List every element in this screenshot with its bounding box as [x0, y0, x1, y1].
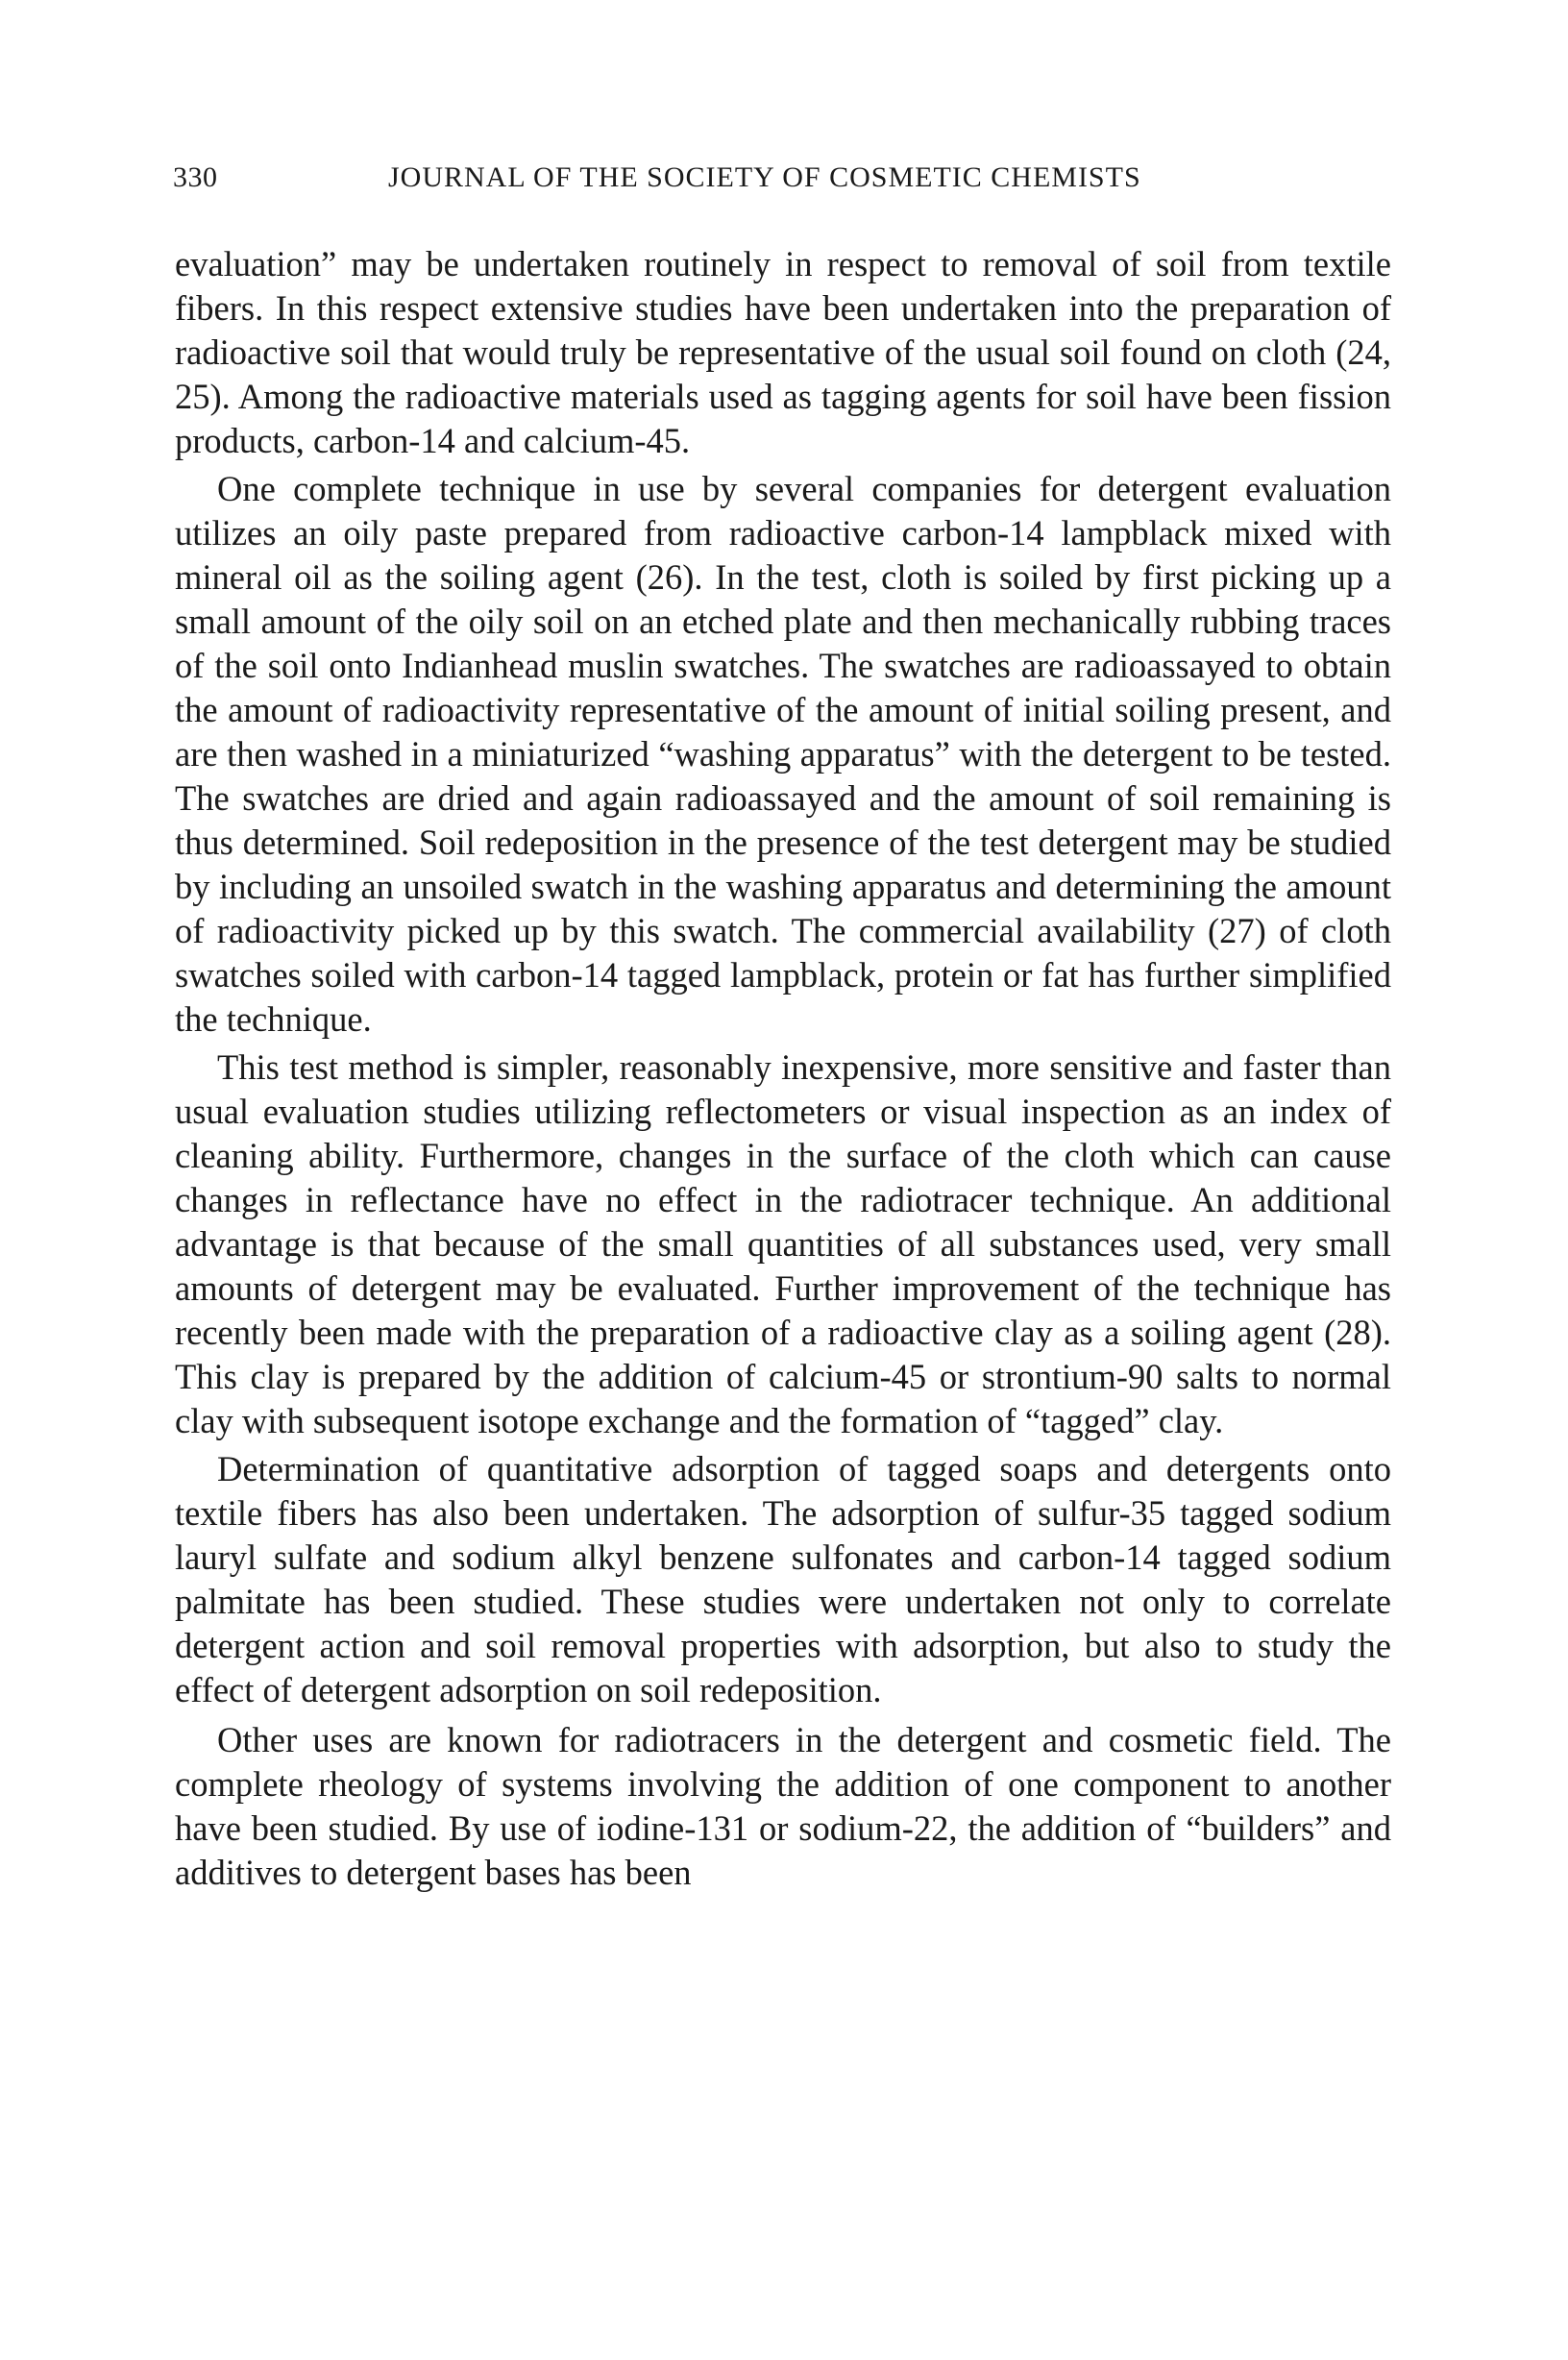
running-head: JOURNAL OF THE SOCIETY OF COSMETIC CHEMISTS — [388, 161, 1141, 193]
paragraph: Determination of quantitative adsorption of tagged soaps and detergents onto textile fibers has also been undertaken. The adsorption of sulfur-35 tagged sodium lauryl sulfate and sodium alkyl benzene sulfonates and carbon-14 tagged sodium palmitate has been studied. These studies were undertaken not only to correlate detergent action and soil removal properties with adsorption, but also to study the effect of detergent adsorption on soil redeposition. — [175, 1449, 1391, 1709]
paragraph-continued: evaluation” may be undertaken routinely in respect to removal of soil from textile fibers. In this respect extensive studies have been undertaken into the preparation of radioactive soil that would truly be representative of the usual soil found on cloth (24, 25). Among the radioactive materials used as tagging agents for soil have been fission products, carbon-14 and calcium-45. — [175, 244, 1391, 460]
body-text — [175, 242, 1391, 1899]
paragraph: Other uses are known for radiotracers in the detergent and cosmetic field. The complete rheology of systems involving the addition of one component to another have been studied. By use of iodine-131 or sodium-22, the addition of “builders” and additives to detergent bases has been — [175, 1720, 1391, 1892]
page-header — [173, 161, 1388, 208]
page-number: 330 — [173, 161, 218, 193]
paragraph: One complete technique in use by several companies for detergent evaluation utilizes an oily paste prepared from radioactive carbon-14 lampblack mixed with mineral oil as the soiling agent (26). In the test, cloth is soiled by first picking up a small amount of the oily soil on an etched plate and then mechanically rubbing traces of the soil onto Indianhead muslin swatches. The swatches are radioassayed to obtain the amount of radioactivity representative of the amount of initial soiling present, and are then washed in a miniaturized “washing apparatus” with the detergent to be tested. The swatches are dried and again radioassayed and the amount of soil remaining is thus determined. Soil redeposition in the presence of the test detergent may be studied by including an unsoiled swatch in the washing apparatus and determining the amount of radioactivity picked up by this swatch. The commercial availability (27) of cloth swatches soiled with carbon-14 tagged lampblack, protein or fat has further simplified the technique. — [175, 469, 1391, 1039]
paragraph: This test method is simpler, reasonably inexpensive, more sensitive and faster than usual evaluation studies utilizing reflectometers or visual inspection as an index of cleaning ability. Furthermore, changes in the surface of the cloth which can cause changes in reflectance have no effect in the radiotracer technique. An additional advantage is that because of the small quantities of all substances used, very small amounts of detergent may be evaluated. Further improvement of the technique has recently been made with the preparation of a radioactive clay as a soiling agent (28). This clay is prepared by the addition of calcium-45 or strontium-90 salts to normal clay with subsequent isotope exchange and the formation of “tagged” clay. — [175, 1047, 1391, 1440]
